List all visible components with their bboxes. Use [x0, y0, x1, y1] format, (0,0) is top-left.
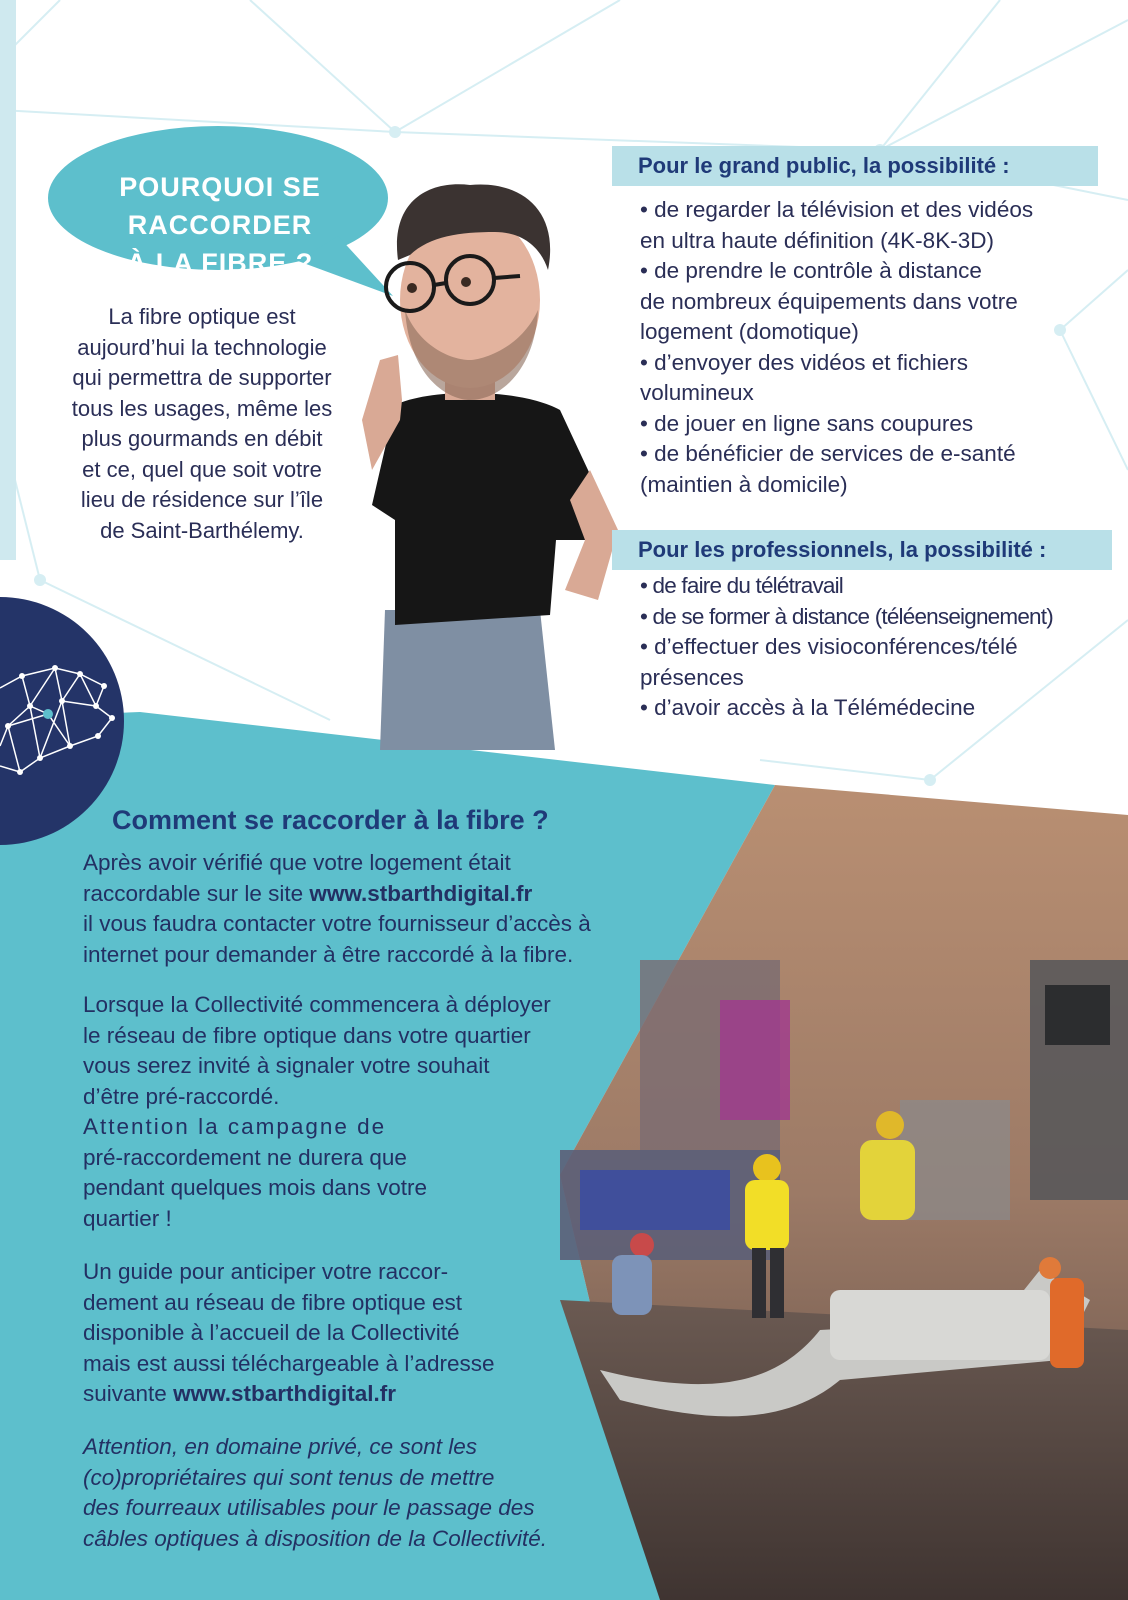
para-line	[83, 1379, 494, 1410]
website-link[interactable]: www.stbarthdigital.fr	[173, 1381, 396, 1406]
list-item: présences	[640, 664, 744, 690]
para-line: Un guide pour anticiper votre raccor-	[83, 1259, 449, 1284]
para-line: (co)propriétaires qui sont tenus de mettre	[83, 1464, 495, 1490]
intro-line: de Saint-Barthélemy.	[100, 517, 304, 543]
list-item: • de prendre le contrôle à distance	[640, 258, 982, 283]
intro-line: tous les usages, même les	[71, 395, 333, 421]
intro-paragraph	[42, 302, 362, 546]
how-to-connect-title: Comment se raccorder à la fibre ?	[112, 805, 549, 835]
list-item: • de jouer en ligne sans coupures	[640, 410, 974, 436]
list-item: • de regarder la télévision et des vidéos	[640, 197, 1034, 222]
list-item: • de bénéficier de services de e-santé	[640, 441, 1016, 466]
intro-line: et ce, quel que soit votre	[82, 456, 322, 482]
list-item: volumineux	[640, 380, 754, 405]
intro-line: lieu de résidence sur l’île	[80, 487, 324, 512]
list-item: • de faire du télétravail	[640, 573, 844, 598]
para-line: d’être pré-raccordé.	[83, 1083, 280, 1109]
intro-line: La fibre optique est	[108, 304, 296, 329]
bubble-line: RACCORDER	[127, 210, 313, 240]
para-line: pré-raccordement ne durera que	[83, 1144, 407, 1170]
professionals-header: Pour les professionnels, la possibilité :	[612, 530, 1112, 570]
website-link[interactable]: www.stbarthdigital.fr	[309, 880, 533, 906]
para-line	[83, 879, 591, 910]
bubble-line: POURQUOI SE	[119, 172, 321, 202]
professionals-list	[640, 571, 1053, 724]
paragraph-deployment	[83, 990, 551, 1234]
para-line: dement au réseau de fibre optique est	[83, 1289, 463, 1315]
list-item: • d’effectuer des visioconférences/télé	[640, 634, 1018, 659]
intro-line: qui permettra de supporter	[72, 365, 332, 390]
paragraph-verify	[83, 848, 591, 970]
para-text: suivante	[83, 1381, 174, 1406]
para-line: des fourreaux utilisables pour le passage des	[83, 1495, 535, 1520]
list-item: en ultra haute définition (4K-8K-3D)	[640, 227, 994, 253]
para-line: quartier !	[83, 1205, 172, 1231]
grand-public-list	[640, 195, 1033, 500]
para-line: le réseau de fibre optique dans votre quartier	[83, 1022, 531, 1048]
para-line: Après avoir vérifié que votre logement était	[83, 850, 511, 875]
para-line: Lorsque la Collectivité commencera à déployer	[83, 992, 551, 1017]
list-item: • d’avoir accès à la Télémédecine	[640, 695, 976, 720]
para-line: disponible à l’accueil de la Collectivité	[83, 1320, 460, 1345]
list-item: logement (domotique)	[640, 319, 859, 344]
paragraph-private-domain-note	[83, 1432, 547, 1554]
paragraph-guide	[83, 1257, 494, 1410]
list-item: de nombreux équipements dans votre	[640, 288, 1018, 314]
list-item: • de se former à distance (téléenseignement)	[640, 603, 1053, 629]
list-item: (maintien à domicile)	[640, 471, 848, 497]
para-line: il vous faudra contacter votre fournisseur d’accès à	[83, 911, 591, 936]
para-line: Attention la campagne de	[83, 1114, 387, 1139]
para-line: câbles optiques à disposition de la Collectivité.	[83, 1525, 548, 1551]
grand-public-header: Pour le grand public, la possibilité :	[612, 146, 1098, 186]
para-line: pendant quelques mois dans votre	[83, 1175, 427, 1200]
bubble-line: À LA FIBRE ?	[126, 248, 314, 278]
para-line: Attention, en domaine privé, ce sont les	[83, 1434, 477, 1459]
para-line: vous serez invité à signaler votre souhait	[83, 1053, 490, 1078]
para-line: mais est aussi téléchargeable à l’adresse	[83, 1350, 495, 1376]
para-text: raccordable sur le site	[83, 880, 310, 906]
para-line: internet pour demander à être raccordé à la fibre.	[83, 941, 574, 967]
list-item: • d’envoyer des vidéos et fichiers	[640, 349, 969, 375]
intro-line: plus gourmands en débit	[81, 426, 323, 451]
intro-line: aujourd’hui la technologie	[77, 334, 327, 360]
